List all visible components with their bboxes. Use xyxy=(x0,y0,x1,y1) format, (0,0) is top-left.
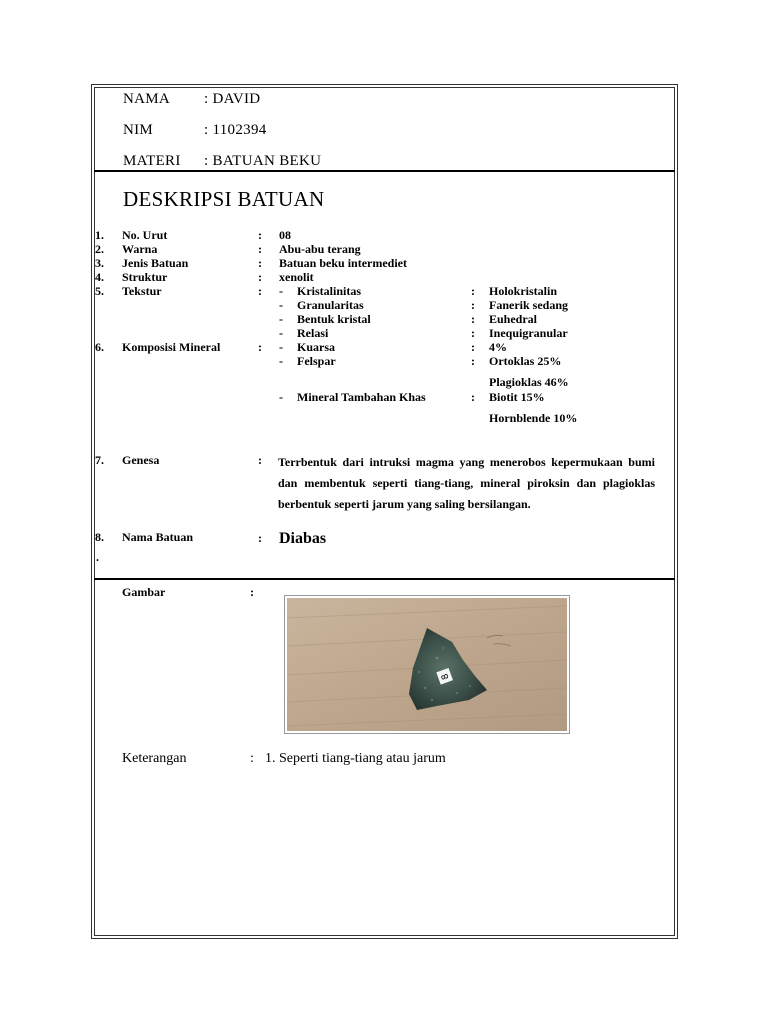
bullet-dash: - xyxy=(279,340,283,354)
row-separator: : xyxy=(471,340,475,354)
row-separator: : xyxy=(258,270,262,284)
row-label-no-urut: No. Urut xyxy=(122,228,168,242)
row-label-struktur: Struktur xyxy=(122,270,168,284)
row-label-jenis-batuan: Jenis Batuan xyxy=(122,256,189,270)
rock-photo xyxy=(287,598,567,731)
row-number: 2. xyxy=(95,242,104,256)
row-label-nama-batuan: Nama Batuan xyxy=(122,530,194,544)
komposisi-felspar-value: Ortoklas 25% xyxy=(489,354,562,368)
rock-sample-tag: 8 xyxy=(440,671,452,681)
header-divider xyxy=(94,170,675,172)
bullet-dash: - xyxy=(279,354,283,368)
tekstur-relasi-value: Inequigranular xyxy=(489,326,568,340)
row-separator: : xyxy=(471,298,475,312)
row-separator: : xyxy=(258,340,262,354)
komposisi-tambahan-value2: Hornblende 10% xyxy=(489,411,578,425)
row-separator: : xyxy=(471,312,475,326)
row-number: 6. xyxy=(95,340,104,354)
row-number: 4. xyxy=(95,270,104,284)
row-number: 7. xyxy=(95,453,104,467)
section-divider xyxy=(94,578,675,580)
komposisi-tambahan-label: Mineral Tambahan Khas xyxy=(297,390,426,404)
row-separator: : xyxy=(258,284,262,298)
row-separator: : xyxy=(258,453,262,467)
row-separator: : xyxy=(258,256,262,270)
bullet-dash: - xyxy=(279,312,283,326)
tekstur-granularitas-label: Granularitas xyxy=(297,298,364,312)
row-separator: : xyxy=(471,326,475,340)
bullet-dash: - xyxy=(279,326,283,340)
nama-value: : DAVID xyxy=(204,91,261,107)
komposisi-kuarsa-label: Kuarsa xyxy=(297,340,336,354)
tekstur-bentuk-kristal-value: Euhedral xyxy=(489,312,538,326)
row-trailing-dot: . xyxy=(96,550,99,564)
materi-label: MATERI xyxy=(123,153,181,169)
nama-label: NAMA xyxy=(123,91,171,107)
row-separator: : xyxy=(258,242,262,256)
nim-value: : 1102394 xyxy=(204,122,267,138)
row-separator: : xyxy=(250,751,254,766)
row-label-komposisi: Komposisi Mineral xyxy=(122,340,221,354)
page-title: DESKRIPSI BATUAN xyxy=(123,187,325,211)
nama-batuan-value: Diabas xyxy=(279,530,327,547)
komposisi-kuarsa-value: 4% xyxy=(489,340,507,354)
gambar-label: Gambar xyxy=(122,585,166,599)
tekstur-bentuk-kristal-label: Bentuk kristal xyxy=(297,312,371,326)
bullet-dash: - xyxy=(279,390,283,404)
komposisi-tambahan-value: Biotit 15% xyxy=(489,390,545,404)
row-separator: : xyxy=(250,585,254,599)
row-separator: : xyxy=(258,531,262,545)
rock-photo-frame xyxy=(284,595,570,734)
bullet-dash: - xyxy=(279,298,283,312)
row-label-genesa: Genesa xyxy=(122,453,160,467)
tekstur-kristalinitas-label: Kristalinitas xyxy=(297,284,362,298)
tekstur-kristalinitas-value: Holokristalin xyxy=(489,284,558,298)
row-number: 3. xyxy=(95,256,104,270)
komposisi-felspar-label: Felspar xyxy=(297,354,336,368)
komposisi-felspar-value2: Plagioklas 46% xyxy=(489,375,569,389)
row-separator: : xyxy=(471,284,475,298)
bullet-dash: - xyxy=(279,284,283,298)
tekstur-relasi-label: Relasi xyxy=(297,326,329,340)
row-separator: : xyxy=(471,354,475,368)
row-number: 5. xyxy=(95,284,104,298)
nim-label: NIM xyxy=(123,122,154,138)
row-number: 8. xyxy=(95,530,104,544)
genesa-text: Terrbentuk dari intruksi magma yang menerobos kepermukaan bumi dan membentuk seperti tiang-tiang, mineral piroksin dan plagioklas berbentuk seperti jarum yang saling bersilangan. xyxy=(278,455,655,511)
row-value-struktur: xenolit xyxy=(279,270,314,284)
tekstur-granularitas-value: Fanerik sedang xyxy=(489,298,569,312)
row-number: 1. xyxy=(95,228,104,242)
row-value-warna: Abu-abu terang xyxy=(279,242,361,256)
row-label-warna: Warna xyxy=(122,242,158,256)
row-value-jenis-batuan: Batuan beku intermediet xyxy=(279,256,408,270)
keterangan-value: 1. Seperti tiang-tiang atau jarum xyxy=(265,751,446,766)
row-label-tekstur: Tekstur xyxy=(122,284,162,298)
keterangan-label: Keterangan xyxy=(122,751,187,766)
row-value-no-urut: 08 xyxy=(279,228,291,242)
row-separator: : xyxy=(258,228,262,242)
row-separator: : xyxy=(471,390,475,404)
materi-value: : BATUAN BEKU xyxy=(204,153,322,169)
